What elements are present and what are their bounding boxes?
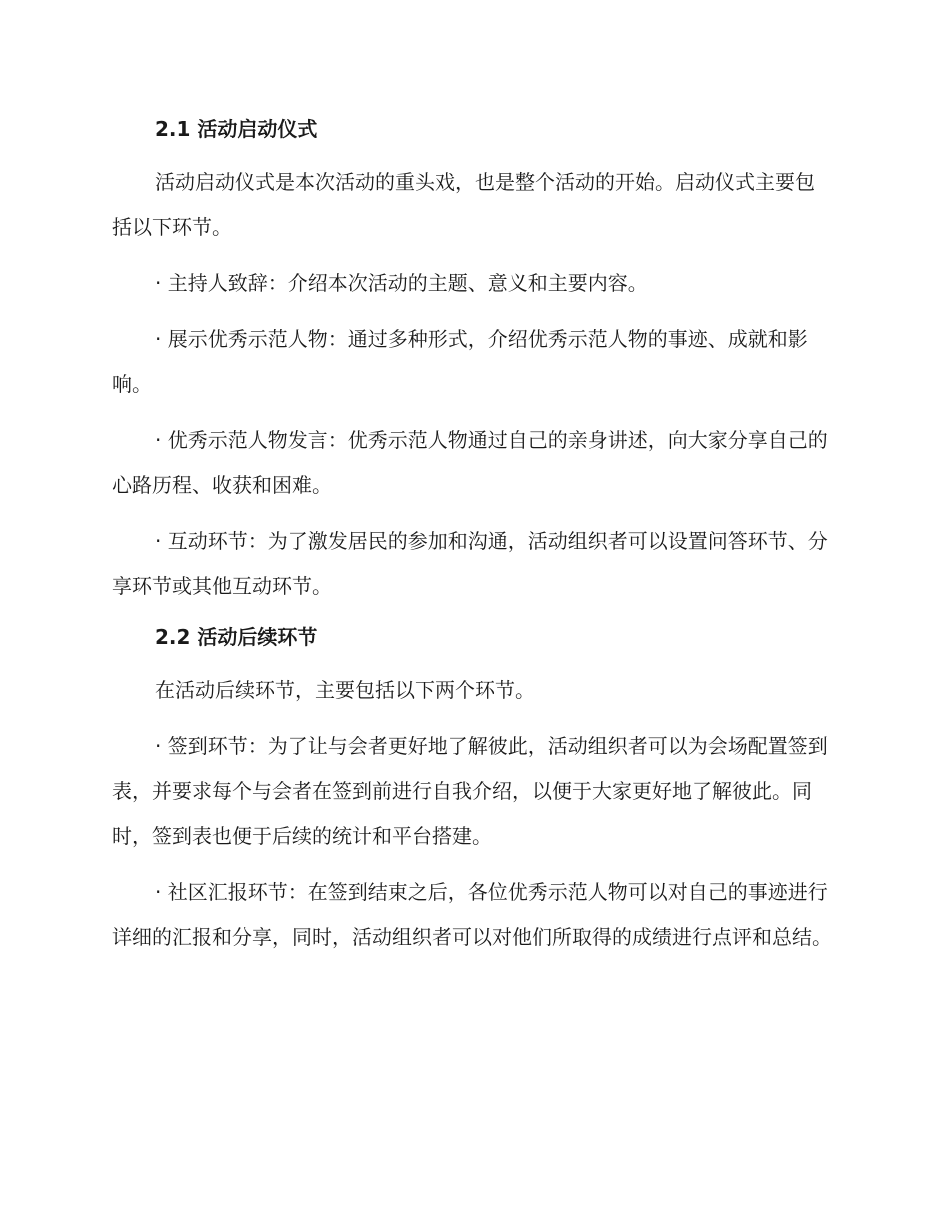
section-intro: 在活动后续环节，主要包括以下两个环节。 [155, 678, 535, 702]
list-item: · 社区汇报环节：在签到结束之后，各位优秀示范人物可以对自己的事迹进行详细的汇报和分享，同时，活动组织者可以对他们所取得的成绩进行点评和总结。 [112, 880, 832, 949]
list-item: · 优秀示范人物发言：优秀示范人物通过自己的亲身讲述，向大家分享自己的心路历程、收获和困难。 [112, 428, 828, 497]
list-item: · 互动环节：为了激发居民的参加和沟通，活动组织者可以设置问答环节、分享环节或其他互动环节。 [112, 529, 828, 598]
section-heading: 2.2 活动后续环节 [155, 625, 318, 649]
list-item: · 主持人致辞：介绍本次活动的主题、意义和主要内容。 [155, 271, 648, 295]
section-intro: 活动启动仪式是本次活动的重头戏，也是整个活动的开始。启动仪式主要包括以下环节。 [112, 170, 815, 239]
section-heading: 2.1 活动启动仪式 [155, 117, 318, 141]
list-item: · 签到环节：为了让与会者更好地了解彼此，活动组织者可以为会场配置签到表，并要求每个与会者在签到前进行自我介绍，以便于大家更好地了解彼此。同时，签到表也便于后续的统计和平台搭建。 [112, 734, 828, 848]
list-item: · 展示优秀示范人物：通过多种形式，介绍优秀示范人物的事迹、成就和影响。 [112, 327, 808, 396]
document-page [112, 112, 832, 971]
